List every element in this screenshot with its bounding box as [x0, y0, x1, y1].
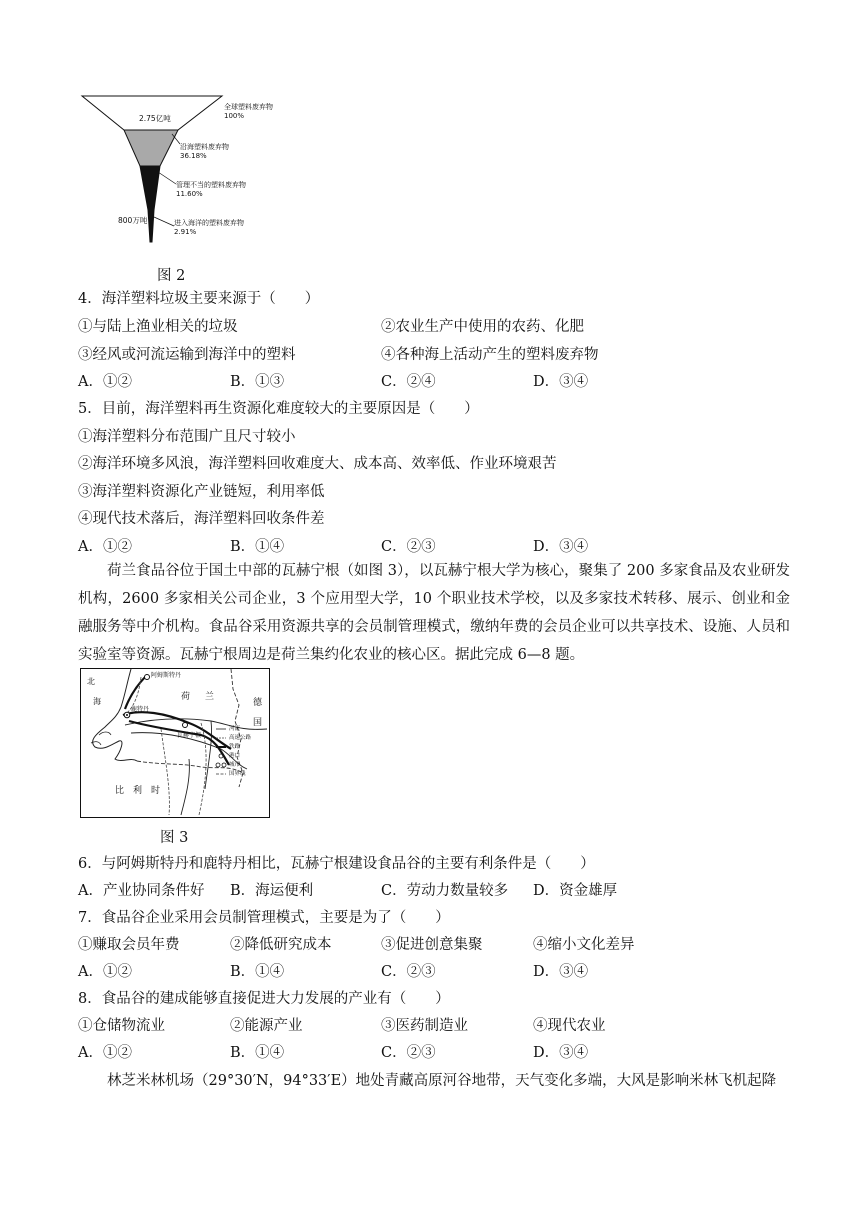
q5-choice-a: A．①② [78, 539, 132, 555]
q6-choice-c: C．劳动力数量较多 [381, 883, 509, 899]
q6-stem: 6．与阿姆斯特丹和鹿特丹相比，瓦赫宁根建设食品谷的主要有利条件是（ ） [78, 856, 595, 872]
figure-3-caption: 图 3 [160, 830, 189, 846]
reading-passage: 荷兰食品谷位于国土中部的瓦赫宁根（如图 3），以瓦赫宁根大学为核心，聚集了 200 多家食品及农业研发机构，2600 多家相关公司企业，3 个应用型大学，10 个职业技术学校，以及多家技术转移、展示、创业和金融服务等中介机构。食品谷采用资源共享的会员制管理模式，缴纳年费的会员企业可以共享技术、设施、人员和实验室等资源。瓦赫宁根周边是荷兰集约化农业的核心区。据此完成 6—8 题。 [78, 563, 790, 663]
q7-choice-d: D．③④ [533, 964, 589, 980]
q5-option-4: ④现代技术落后，海洋塑料回收条件差 [78, 511, 325, 527]
funnel-level-4-label: 进入海洋的塑料废弃物 [174, 219, 244, 227]
q5-choice-c: C．②③ [381, 539, 436, 555]
q5-option-1: ①海洋塑料分布范围广且尺寸较小 [78, 429, 296, 445]
q5-option-3: ③海洋塑料资源化产业链短，利用率低 [78, 484, 325, 500]
funnel-level-1-percent: 100% [224, 112, 245, 120]
q4-option-2: ②农业生产中使用的农药、化肥 [381, 319, 584, 335]
figure-2-funnel [76, 92, 276, 252]
q8-choice-b: B．①④ [230, 1045, 285, 1061]
funnel-level-3-percent: 11.60% [176, 190, 203, 198]
label-wageningen: 瓦赫宁根 [177, 732, 202, 739]
q5-option-2: ②海洋环境多风浪，海洋塑料回收难度大、成本高、效率低、作业环境艰苦 [78, 456, 557, 472]
q5-choice-d: D．③④ [533, 539, 589, 555]
funnel-level-1 [82, 96, 222, 130]
q4-choice-c: C．②④ [381, 374, 436, 390]
legend-highway: 高速公路 [229, 735, 252, 741]
label-rotterdam: 鹿特丹 [131, 706, 150, 713]
figure-3-map [80, 668, 270, 818]
label-netherlands-2: 兰 [205, 692, 215, 702]
legend-border: 国界线 [229, 771, 246, 777]
city-amsterdam [145, 675, 150, 680]
q7-option-1: ①赚取会员年费 [78, 937, 180, 953]
q7-choice-b: B．①④ [230, 964, 285, 980]
q6-choice-d: D．资金雄厚 [533, 883, 618, 899]
legend-port: 港口 [229, 753, 241, 759]
funnel-level-2-label: 沿海塑料废弃物 [180, 143, 229, 151]
label-north-sea-2: 海 [93, 697, 101, 706]
funnel-level-4 [148, 210, 154, 242]
q8-stem: 8．食品谷的建成能够直接促进大力发展的产业有（ ） [78, 991, 450, 1007]
q5-choice-b: B．①④ [230, 539, 285, 555]
q8-choice-d: D．③④ [533, 1045, 589, 1061]
funnel-level-2 [124, 130, 178, 166]
funnel-bottom-value: 800万吨 [118, 216, 148, 225]
label-netherlands-1: 荷 [181, 692, 191, 702]
q8-option-4: ④现代农业 [533, 1018, 606, 1034]
next-passage-line: 林芝米林机场（29°30′N，94°33′E）地处青藏高原河谷地带，天气变化多端，大风是影响米林飞机起降 [107, 1073, 777, 1089]
label-north-sea-1: 北 [87, 677, 95, 686]
q7-option-4: ④缩小文化差异 [533, 937, 635, 953]
q8-choice-c: C．②③ [381, 1045, 436, 1061]
q6-choice-a: A．产业协同条件好 [78, 883, 205, 899]
funnel-level-4-percent: 2.91% [174, 228, 197, 236]
funnel-level-2-percent: 36.18% [180, 152, 207, 160]
q8-option-3: ③医药制造业 [381, 1018, 468, 1034]
figure-2-caption: 图 2 [157, 268, 186, 284]
coastline [93, 669, 137, 761]
q8-option-1: ①仓储物流业 [78, 1018, 165, 1034]
legend-river: 河流 [229, 726, 241, 732]
label-germany-1: 德 [253, 698, 263, 708]
funnel-level-1-label: 全球塑料废弃物 [224, 103, 273, 111]
legend-railway: 铁路 [229, 744, 241, 750]
funnel-level-3 [140, 166, 160, 210]
funnel-level-3-label: 管理不当的塑料废弃物 [176, 181, 246, 189]
q4-option-3: ③经风或河流运输到海洋中的塑料 [78, 347, 296, 363]
label-germany-2: 国 [253, 718, 263, 728]
q7-stem: 7．食品谷企业采用会员制管理模式，主要是为了（ ） [78, 910, 450, 926]
q4-stem: 4．海洋塑料垃圾主要来源于（ ） [78, 291, 320, 307]
label-belgium: 比 利 时 [115, 786, 161, 796]
q8-option-2: ②能源产业 [230, 1018, 303, 1034]
q6-choice-b: B．海运便利 [230, 883, 314, 899]
q7-choice-a: A．①② [78, 964, 132, 980]
q4-option-1: ①与陆上渔业相关的垃圾 [78, 319, 238, 335]
q4-choice-a: A．①② [78, 374, 132, 390]
q8-choice-a: A．①② [78, 1045, 132, 1061]
funnel-top-value: 2.75亿吨 [139, 114, 171, 123]
q7-choice-c: C．②③ [381, 964, 436, 980]
legend-city: 城市 [229, 762, 241, 768]
q4-choice-d: D．③④ [533, 374, 589, 390]
q7-option-3: ③促进创意集聚 [381, 937, 483, 953]
city-wageningen [183, 723, 188, 728]
label-amsterdam: 阿姆斯特丹 [151, 672, 182, 679]
q5-stem: 5．目前，海洋塑料再生资源化难度较大的主要原因是（ ） [78, 401, 479, 417]
q4-option-4: ④各种海上活动产生的塑料废弃物 [381, 347, 599, 363]
q7-option-2: ②降低研究成本 [230, 937, 332, 953]
q4-choice-b: B．①③ [230, 374, 285, 390]
